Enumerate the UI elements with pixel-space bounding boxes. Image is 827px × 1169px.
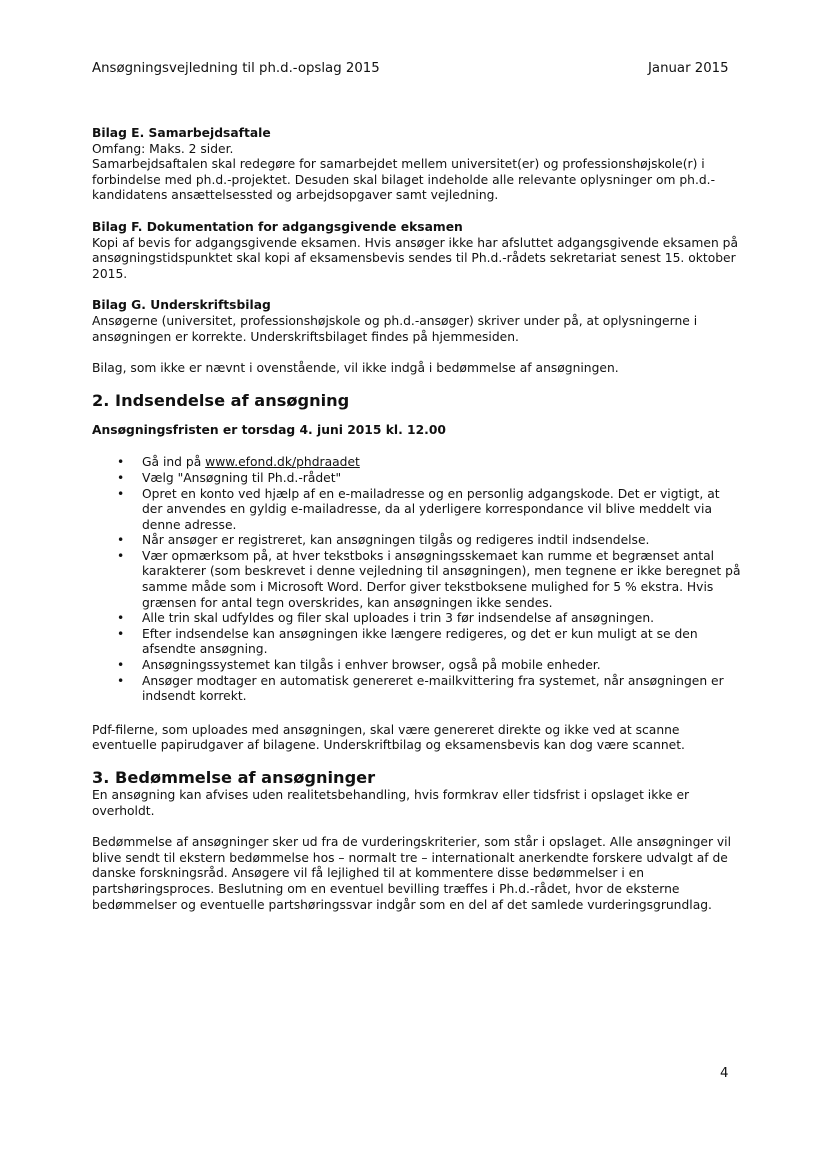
bullet-icon: • <box>117 658 125 673</box>
page-number: 4 <box>720 1066 729 1081</box>
list-item-text: Vær opmærksom på, at hver tekstboks i ansøgningsskemaet kan rumme et begrænset antal karakterer (som beskrevet i denne vejledning til ansøgningen), men tegnene er ikke beregnet på samme måde som i Microsoft Word. Derfor giver tekstboksene mulighed for 5 % ekstra. Hvis grænsen for antal tegn overskrides, kan ansøgningen ikke sendes. <box>142 548 741 610</box>
bullet-icon: • <box>117 470 125 485</box>
bilag-g-text: Ansøgerne (universitet, professionshøjskole og ph.d.-ansøger) skriver under på, at oplysningerne i ansøgningen er korrekte. Underskriftsbilaget findes på hjemmesiden. <box>92 313 698 344</box>
list-item-text: Efter indsendelse kan ansøgningen ikke længere redigeres, og det er kun muligt at se den afsendte ansøgning. <box>142 626 698 657</box>
running-header-title: Ansøgningsvejledning til ph.d.-opslag 2015 <box>92 61 380 76</box>
list-item-text: Vælg "Ansøgning til Ph.d.-rådet" <box>142 470 342 485</box>
list-item <box>117 455 742 471</box>
section-2-heading: 2. Indsendelse af ansøgning <box>92 390 350 410</box>
list-item-text: Ansøger modtager en automatisk genereret e-mailkvittering fra systemet, når ansøgningen er indsendt korrekt. <box>142 673 724 704</box>
bullet-icon: • <box>117 673 125 688</box>
list-item <box>117 627 742 658</box>
list-item <box>117 611 742 627</box>
list-item <box>117 658 742 674</box>
bilag-f-title: Bilag F. Dokumentation for adgangsgivende eksamen <box>92 219 463 234</box>
bilag-e-title: Bilag E. Samarbejdsaftale <box>92 126 271 140</box>
list-item <box>117 471 742 487</box>
bullet-icon: • <box>117 626 125 641</box>
bilag-g-title: Bilag G. Underskriftsbilag <box>92 298 271 313</box>
bilag-f-text: Kopi af bevis for adgangsgivende eksamen. Hvis ansøger ikke har afsluttet adgangsgivende eksamen på ansøgningstidspunktet skal kopi af eksamensbevis sendes til Ph.d.-rådets sekretariat senest 15. oktober 2015. <box>92 235 738 281</box>
bilag-e-text: Samarbejdsaftalen skal redegøre for samarbejdet mellem universitet(er) og professionshøjskole(r) i forbindelse med ph.d.-projektet. Desuden skal bilaget indeholde alle relevante oplysninger om ph.d.-kandidatens ansættelsessted og arbejdsopgaver samt vejledning. <box>92 157 716 203</box>
list-item <box>117 549 742 611</box>
bilag-g-section <box>92 298 742 345</box>
list-item-text: Når ansøger er registreret, kan ansøgningen tilgås og redigeres indtil indsendelse. <box>142 533 650 548</box>
list-item-text: Opret en konto ved hjælp af en e-mailadresse og en personlig adgangskode. Det er vigtigt, at der anvendes en gyldig e-mailadresse, da al yderligere korrespondance vil blive meddelt via denne adresse. <box>142 486 720 532</box>
list-item-text: Alle trin skal udfyldes og filer skal uploades i trin 3 før indsendelse af ansøgningen. <box>142 611 655 626</box>
bullet-icon: • <box>117 548 125 563</box>
efond-link[interactable]: www.efond.dk/phdraadet <box>205 455 360 470</box>
list-item-text: Ansøgningssystemet kan tilgås i enhver browser, også på mobile enheder. <box>142 658 601 673</box>
bullet-icon: • <box>117 533 125 548</box>
pdf-upload-note: Pdf-filerne, som uploades med ansøgningen, skal være genereret direkte og ikke ved at scanne eventuelle papirudgaver af bilagene. Underskriftbilag og eksamensbevis kan dog være scannet. <box>92 722 685 753</box>
bullet-icon: • <box>117 611 125 626</box>
bilag-e-scope: Omfang: Maks. 2 sider. <box>92 141 234 156</box>
bilag-e-section <box>92 126 742 204</box>
bullet-icon: • <box>117 455 125 470</box>
evaluation-paragraph-2: Bedømmelse af ansøgninger sker ud fra de vurderingskriterier, som står i opslaget. Alle ansøgninger vil blive sendt til ekstern bedømmelse hos – normalt tre – internationalt anerkendte forskere udvalgt af de danske forskningsråd. Ansøgere vil få lejlighed til at kommentere disse bedømmelser i en partshøringsproces. Beslutning om en eventuel bevilling træffes i Ph.d.-rådet, hvor de eksterne bedømmelser og eventuelle partshøringssvar indgår som en del af det samlede vurderingsgrundlag. <box>92 835 732 912</box>
bullet-icon: • <box>117 486 125 501</box>
list-item <box>117 533 742 549</box>
application-deadline: Ansøgningsfristen er torsdag 4. juni 2015 kl. 12.00 <box>92 422 446 437</box>
list-item <box>117 487 742 534</box>
bilag-note: Bilag, som ikke er nævnt i ovenstående, vil ikke indgå i bedømmelse af ansøgningen. <box>92 361 619 376</box>
list-item-text: Gå ind på <box>142 455 206 470</box>
submission-steps-list <box>92 455 742 705</box>
list-item <box>117 674 742 705</box>
section-3-heading: 3. Bedømmelse af ansøgninger <box>92 768 376 787</box>
document-body <box>92 126 742 913</box>
bilag-f-section <box>92 220 742 282</box>
evaluation-paragraph-1: En ansøgning kan afvises uden realitetsbehandling, hvis formkrav eller tidsfrist i opslaget ikke er overholdt. <box>92 788 690 818</box>
running-header-date: Januar 2015 <box>648 61 729 76</box>
